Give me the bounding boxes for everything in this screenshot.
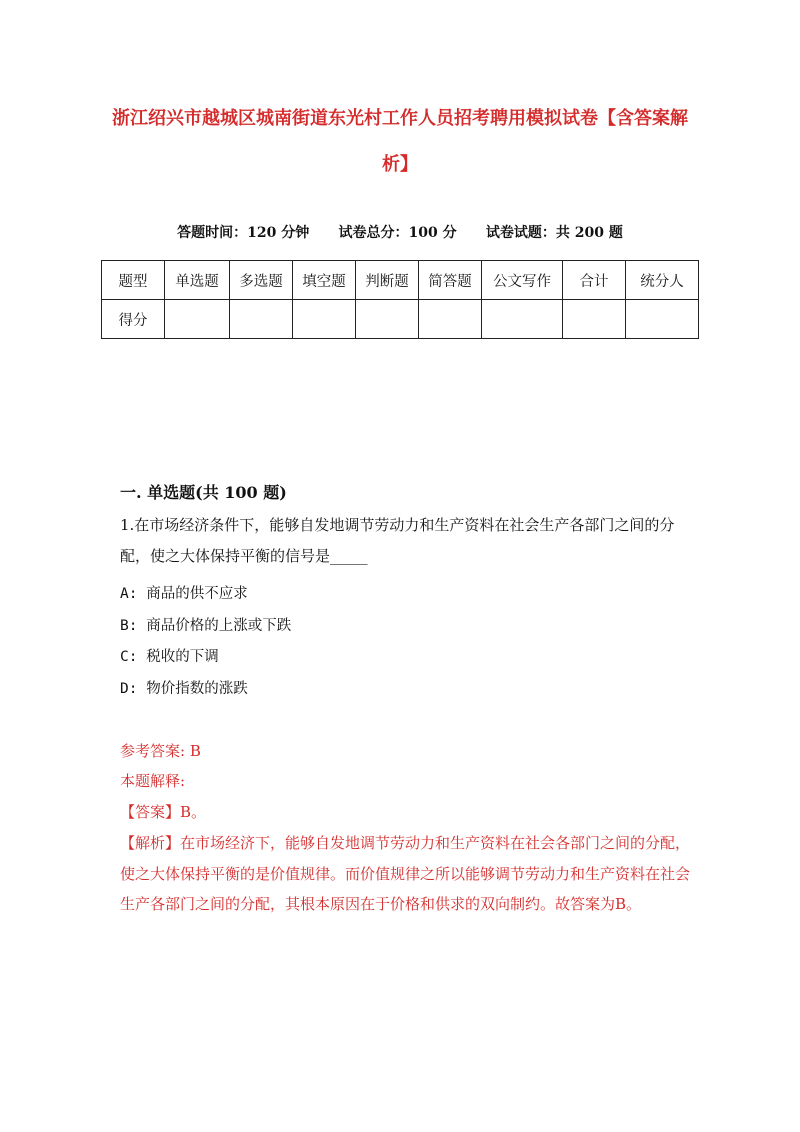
score-cell[interactable]: [482, 300, 563, 339]
exam-meta: [100, 222, 700, 242]
score-header-cell: 判断题: [356, 261, 419, 300]
score-header-cell: 填空题: [293, 261, 356, 300]
explanation-label: 本题解释:: [120, 772, 186, 790]
score-cell[interactable]: [230, 300, 293, 339]
score-table-score-row: [102, 300, 699, 339]
score-header-cell: 公文写作: [482, 261, 563, 300]
question-stem: 1.在市场经济条件下，能够自发地调节劳动力和生产资料在社会生产各部门之间的分配，使之大体保持平衡的信号是_____: [120, 516, 675, 565]
score-cell[interactable]: [419, 300, 482, 339]
option-c: C: 税收的下调: [120, 649, 219, 665]
exam-question-count: 试卷试题：共 200 题: [485, 225, 623, 241]
answer-line: 【答案】B。: [120, 803, 207, 821]
score-cell[interactable]: [165, 300, 230, 339]
option-a: A: 商品的供不应求: [120, 586, 248, 602]
document-title: 浙江绍兴市越城区城南街道东光村工作人员招考聘用模拟试卷【含答案解析】: [112, 108, 688, 175]
score-header-cell: 题型: [102, 261, 165, 300]
score-header-cell: 简答题: [419, 261, 482, 300]
score-cell[interactable]: [293, 300, 356, 339]
score-cell[interactable]: [563, 300, 626, 339]
score-cell[interactable]: [356, 300, 419, 339]
exam-total-score: 试卷总分：100 分: [338, 225, 457, 241]
score-header-cell: 多选题: [230, 261, 293, 300]
exam-time: 答题时间：120 分钟: [177, 225, 310, 241]
reference-answer: 参考答案: B: [120, 742, 201, 760]
analysis-text: 【解析】在市场经济下，能够自发地调节劳动力和生产资料在社会各部门之间的分配，使之大体保持平衡的是价值规律。而价值规律之所以能够调节劳动力和生产资料在社会生产各部门之间的分配，其根本原因在于价格和供求的双向制约。故答案为B。: [120, 834, 691, 913]
score-header-cell: 合计: [563, 261, 626, 300]
score-header-cell: 统分人: [626, 261, 699, 300]
score-table: [101, 260, 699, 339]
option-b: B: 商品价格的上涨或下跌: [120, 618, 292, 634]
score-cell[interactable]: [626, 300, 699, 339]
score-header-cell: 单选题: [165, 261, 230, 300]
score-row-label: 得分: [102, 300, 165, 339]
option-d: D: 物价指数的涨跌: [120, 681, 248, 697]
section-heading: 一. 单选题(共 100 题): [120, 483, 287, 502]
score-table-header-row: [102, 261, 699, 300]
